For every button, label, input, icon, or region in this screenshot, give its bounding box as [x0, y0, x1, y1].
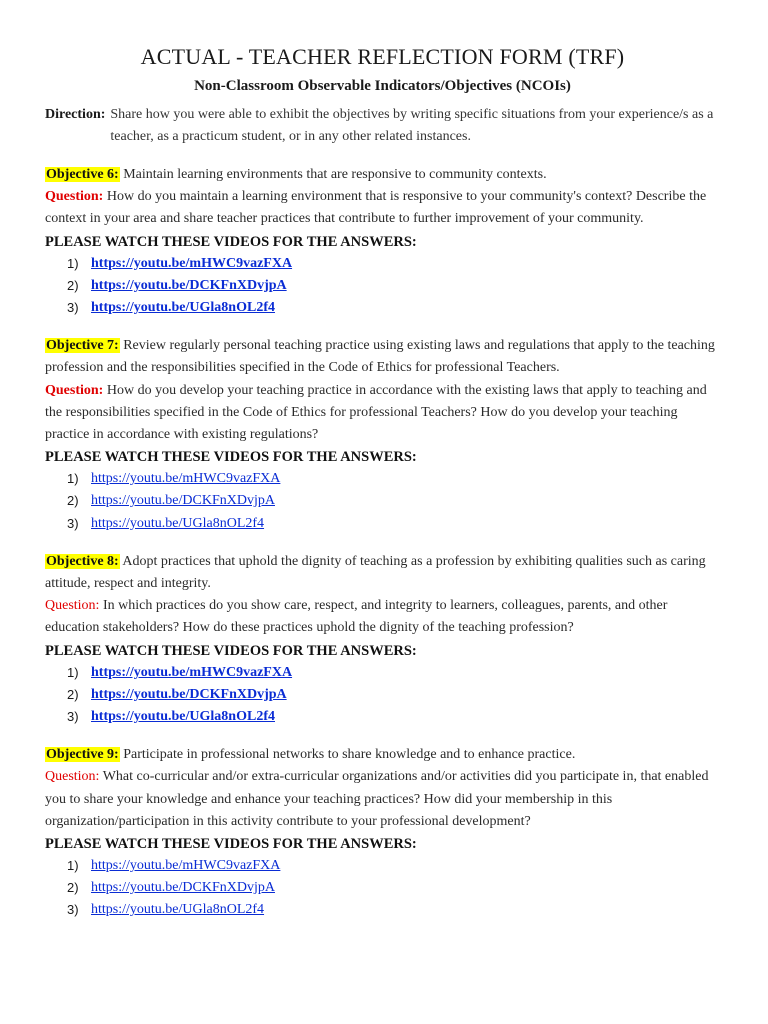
list-number: 2) [67, 686, 79, 702]
objective-9-statement [45, 744, 720, 766]
list-number: 3) [67, 515, 79, 531]
question-label: Question: [45, 598, 100, 614]
objective-7-label: Objective 7: [46, 338, 119, 354]
video-link-2[interactable]: https://youtu.be/DCKFnXDvjpA [91, 493, 275, 509]
video-link-3[interactable]: https://youtu.be/UGla8nOL2f4 [91, 300, 275, 316]
objective-7-section [45, 335, 720, 535]
list-number: 3) [67, 300, 79, 316]
list-item [67, 468, 720, 490]
video-link-1[interactable]: https://youtu.be/mHWC9vazFXA [91, 255, 293, 271]
objective-9-section [45, 744, 720, 921]
list-number: 1) [67, 255, 79, 271]
list-item [67, 253, 720, 275]
objective-8-question [45, 595, 720, 639]
list-number: 1) [67, 664, 79, 680]
direction-block [45, 104, 720, 148]
direction-label: Direction: [45, 107, 106, 122]
video-link-3[interactable]: https://youtu.be/UGla8nOL2f4 [91, 902, 265, 918]
list-item [67, 899, 720, 921]
objective-7-text: Review regularly personal teaching practice using existing laws and regulations that apply to the teaching profession and the responsibilities specified in the Code of Ethics for professional Teachers. [45, 338, 715, 376]
video-link-list [45, 253, 720, 320]
watch-heading: PLEASE WATCH THESE VIDEOS FOR THE ANSWERS: [45, 642, 417, 659]
list-item [67, 684, 720, 706]
list-item [67, 855, 720, 877]
objective-6-text: Maintain learning environments that are responsive to community contexts. [119, 167, 547, 182]
objective-7-question [45, 380, 720, 447]
list-item [67, 706, 720, 728]
objective-8-statement [45, 551, 720, 595]
objective-8-section [45, 551, 720, 728]
list-item [67, 513, 720, 535]
objective-9-text: Participate in professional networks to share knowledge and to enhance practice. [119, 747, 576, 763]
watch-heading: PLEASE WATCH THESE VIDEOS FOR THE ANSWERS: [45, 233, 417, 250]
objective-9-question-text: What co-curricular and/or extra-curricular organizations and/or activities did you participate in, that enabled you to share your knowledge and enhance your teaching practices? How did your membership in this organization/participation in this activity contribute to your professional development? [45, 769, 709, 829]
list-item [67, 490, 720, 512]
video-link-list [45, 468, 720, 535]
list-number: 2) [67, 277, 79, 293]
list-number: 3) [67, 902, 79, 918]
video-link-3[interactable]: https://youtu.be/UGla8nOL2f4 [91, 515, 265, 531]
question-label: Question: [45, 769, 100, 785]
objective-7-statement [45, 335, 720, 379]
question-label: Question: [45, 382, 104, 398]
objective-6-question [45, 186, 720, 230]
question-label: Question: [45, 189, 104, 205]
list-item [67, 877, 720, 899]
objective-8-question-text: In which practices do you show care, respect, and integrity to learners, colleagues, parents, and other education stakeholders? How do these practices uphold the dignity of the teaching profession? [45, 598, 668, 636]
watch-heading: PLEASE WATCH THESE VIDEOS FOR THE ANSWERS: [45, 449, 417, 466]
objective-6-section [45, 164, 720, 319]
video-link-1[interactable]: https://youtu.be/mHWC9vazFXA [91, 664, 293, 680]
list-item [67, 297, 720, 319]
objective-6-question-text: How do you maintain a learning environment that is responsive to your community's context? Describe the context in your area and share teacher practices that contribute to further improvement of your community. [45, 189, 707, 227]
video-link-1[interactable]: https://youtu.be/mHWC9vazFXA [91, 471, 281, 487]
list-number: 2) [67, 493, 79, 509]
video-link-list [45, 855, 720, 922]
form-title: ACTUAL - TEACHER REFLECTION FORM (TRF) [140, 44, 625, 69]
objective-7-question-text: How do you develop your teaching practice in accordance with the existing laws that apply to teaching and the responsibilities specified in the Code of Ethics for professional Teachers? How do you develop your teaching practice in accordance with existing regulations? [45, 382, 707, 443]
list-number: 2) [67, 880, 79, 896]
list-number: 1) [67, 858, 79, 874]
list-item [67, 662, 720, 684]
video-link-3[interactable]: https://youtu.be/UGla8nOL2f4 [91, 709, 275, 725]
list-number: 3) [67, 709, 79, 725]
list-number: 1) [67, 471, 79, 487]
video-link-list [45, 662, 720, 729]
objective-6-label: Objective 6: [46, 167, 119, 182]
objective-9-question [45, 766, 720, 833]
list-item [67, 275, 720, 297]
objective-8-text: Adopt practices that uphold the dignity of teaching as a profession by exhibiting qualities such as caring attitude, respect and integrity. [45, 553, 706, 592]
watch-heading: PLEASE WATCH THESE VIDEOS FOR THE ANSWERS: [45, 836, 417, 853]
objective-9-label: Objective 9: [46, 747, 119, 763]
video-link-2[interactable]: https://youtu.be/DCKFnXDvjpA [91, 277, 287, 293]
form-subtitle: Non-Classroom Observable Indicators/Objectives (NCOIs) [194, 78, 571, 94]
video-link-1[interactable]: https://youtu.be/mHWC9vazFXA [91, 858, 281, 874]
video-link-2[interactable]: https://youtu.be/DCKFnXDvjpA [91, 880, 275, 896]
objective-8-label: Objective 8: [46, 553, 119, 569]
video-link-2[interactable]: https://youtu.be/DCKFnXDvjpA [91, 686, 287, 702]
direction-text: Share how you were able to exhibit the objectives by writing specific situations from your experience/s as a teacher, as a practicum student, or in any other related instances. [110, 107, 714, 144]
objective-6-statement [45, 164, 720, 186]
